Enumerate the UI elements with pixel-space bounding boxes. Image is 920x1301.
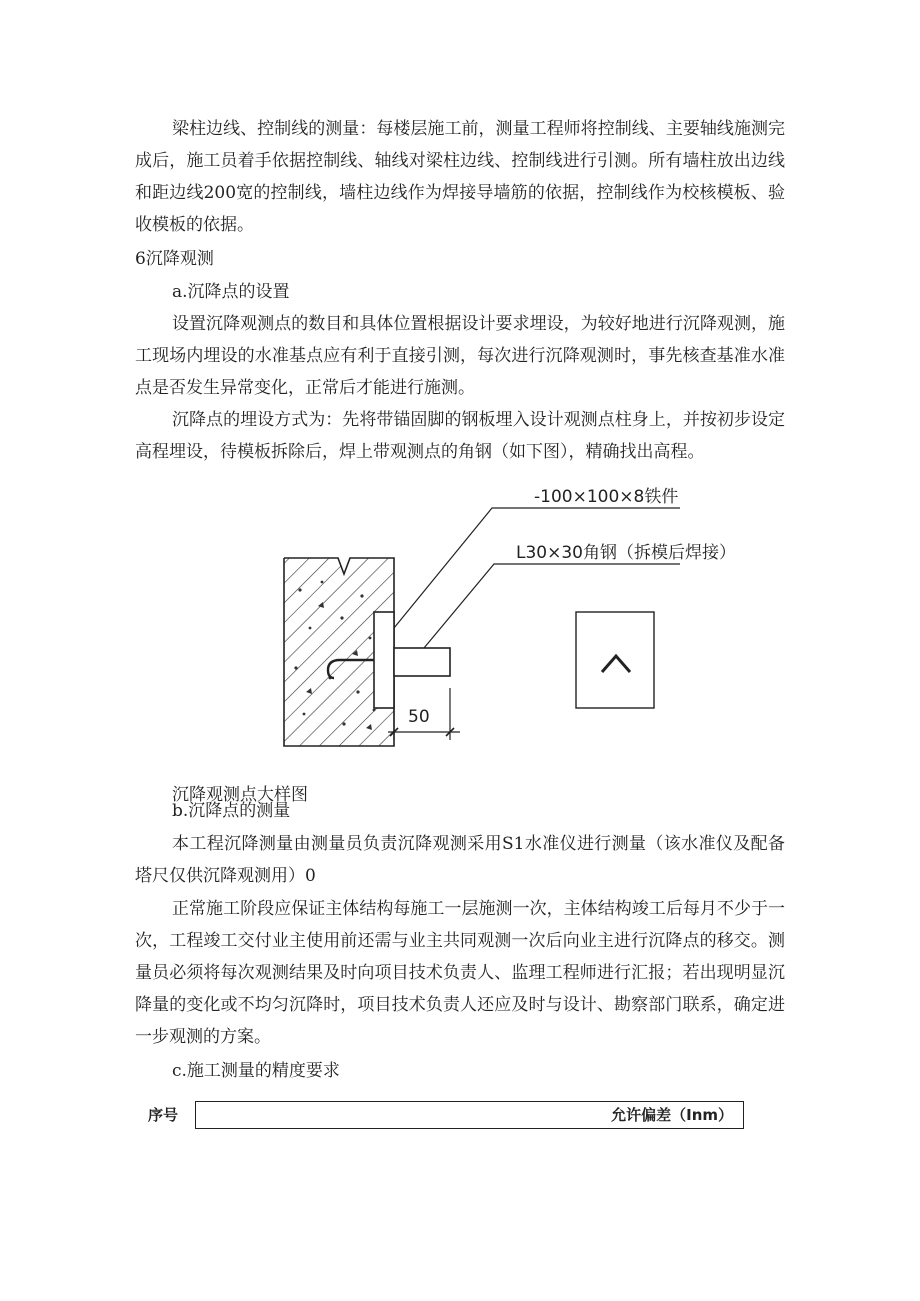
paragraph-embedding-method: 沉降点的埋设方式为：先将带锚固脚的钢板埋入设计观测点柱身上，并按初步设定高程埋设，待模板拆除后，焊上带观测点的角钢（如下图），精确找出高程。 [135, 410, 785, 462]
figure-caption: 沉降观测点大样图 [172, 785, 308, 805]
heading-settlement-point-setup: a.沉降点的设置 [172, 282, 290, 302]
angle-section-view [576, 612, 654, 708]
paragraph-observation-frequency: 正常施工阶段应保证主体结构每施工一层施测一次，主体结构竣工后每月不少于一次，工程竣工交付业主使用前还需与业主共同观测一次后向业主进行沉降点的移交。测量员必须将每次观测结果及时向项目技术负责人、监理工程师进行汇报；若出现明显沉降量的变化或不均匀沉降时，项目技术负责人还应及时与设计、勘察部门联系，确定进一步观测的方案。 [135, 899, 785, 1047]
settlement-point-detail-diagram [270, 478, 736, 756]
precision-table-header [148, 1101, 740, 1129]
steel-plate-label: -100×100×8铁件 [534, 487, 679, 507]
paragraph-measurement-staff: 本工程沉降测量由测量员负责沉降观测采用S1水准仪进行测量（该水准仪及配备塔尺仅供沉降观测用）0 [135, 834, 785, 886]
table-header-tolerance [195, 1101, 744, 1129]
table-header-serial-number: 序号 [148, 1106, 179, 1124]
heading-precision-requirements: c.施工测量的精度要求 [172, 1061, 340, 1081]
angle-steel [394, 648, 450, 676]
embedded-steel-plate [374, 612, 394, 708]
paragraph-control-lines: 梁柱边线、控制线的测量：每楼层施工前，测量工程师将控制线、主要轴线施测完成后，施工员着手依据控制线、轴线对梁柱边线、控制线进行引测。所有墙柱放出边线和距边线200宽的控制线，墙柱边线作为焊接导墙筋的依据，控制线作为校核模板、验收模板的依据。 [135, 119, 785, 235]
angle-steel-label: L30×30角钢（拆模后焊接） [516, 543, 736, 563]
paragraph-settlement-setup: 设置沉降观测点的数目和具体位置根据设计要求埋设，为较好地进行沉降观测，施工现场内埋设的水准基点应有利于直接引测，每次进行沉降观测时，事先核查基准水准点是否发生异常变化，正常后才能进行施测。 [135, 314, 785, 398]
tolerance-label: 允许偏差（Inm） [611, 1106, 733, 1124]
heading-settlement-observation: 6沉降观测 [135, 249, 214, 269]
dimension-label: 50 [408, 707, 430, 727]
heading-settlement-measurement: b.沉降点的测量 [172, 801, 291, 821]
